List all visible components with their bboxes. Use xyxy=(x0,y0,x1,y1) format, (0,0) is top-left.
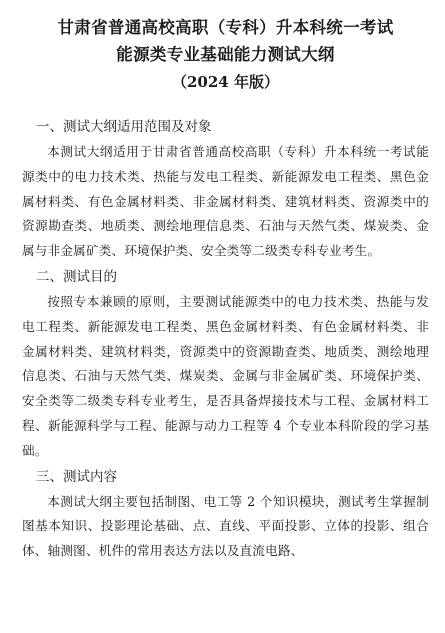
section-heading: 二、测试目的 xyxy=(36,268,117,285)
section-heading: 三、测试内容 xyxy=(36,468,117,485)
section-content xyxy=(22,464,429,564)
section-heading: 一、测试大纲适用范围及对象 xyxy=(36,119,212,135)
section-scope xyxy=(22,114,429,264)
document-title-block xyxy=(22,14,429,96)
section-paragraph: 本测试大纲适用于甘肃省普通高校高职（专科）升本科统一考试能源类中的电力技术类、热能与发电工程类、新能源发电工程类、黑色金属材料类、有色金属材料类、非金属材料类、建筑材料类、资源类中的资源勘查类、地质类、测绘地理信息类、石油与天然气类、煤炭类、金属与非金属矿类、环境保护类、安全类等二级类专科专业考生。 xyxy=(22,144,429,259)
document-edition: （2024 年版） xyxy=(172,73,279,91)
section-paragraph: 本测试大纲主要包括制图、电工等 2 个知识模块，测试考生掌握制图基本知识、投影理论基础、点、直线、平面投影、立体的投影、组合体、轴测图、机件的常用表达方法以及直流电路、 xyxy=(22,493,429,559)
section-paragraph: 按照专本兼顾的原则，主要测试能源类中的电力技术类、热能与发电工程类、新能源发电工程类、黑色金属材料类、有色金属材料类、非金属材料类、建筑材料类，资源类中的资源勘查类、地质类、测绘地理信息类、石油与天然气类、煤炭类、金属与非金属矿类、环境保护类、安全类等二级类专科专业考生，是否具备焊接技术与工程、金属材料工程、新能源科学与工程、能源与动力工程等 4 个专业本科阶段的学习基础。 xyxy=(22,293,429,458)
section-purpose xyxy=(22,264,429,464)
document-subtitle: 能源类专业基础能力测试大纲 xyxy=(116,45,335,64)
document-title: 甘肃省普通高校高职（专科）升本科统一考试 xyxy=(57,18,394,37)
